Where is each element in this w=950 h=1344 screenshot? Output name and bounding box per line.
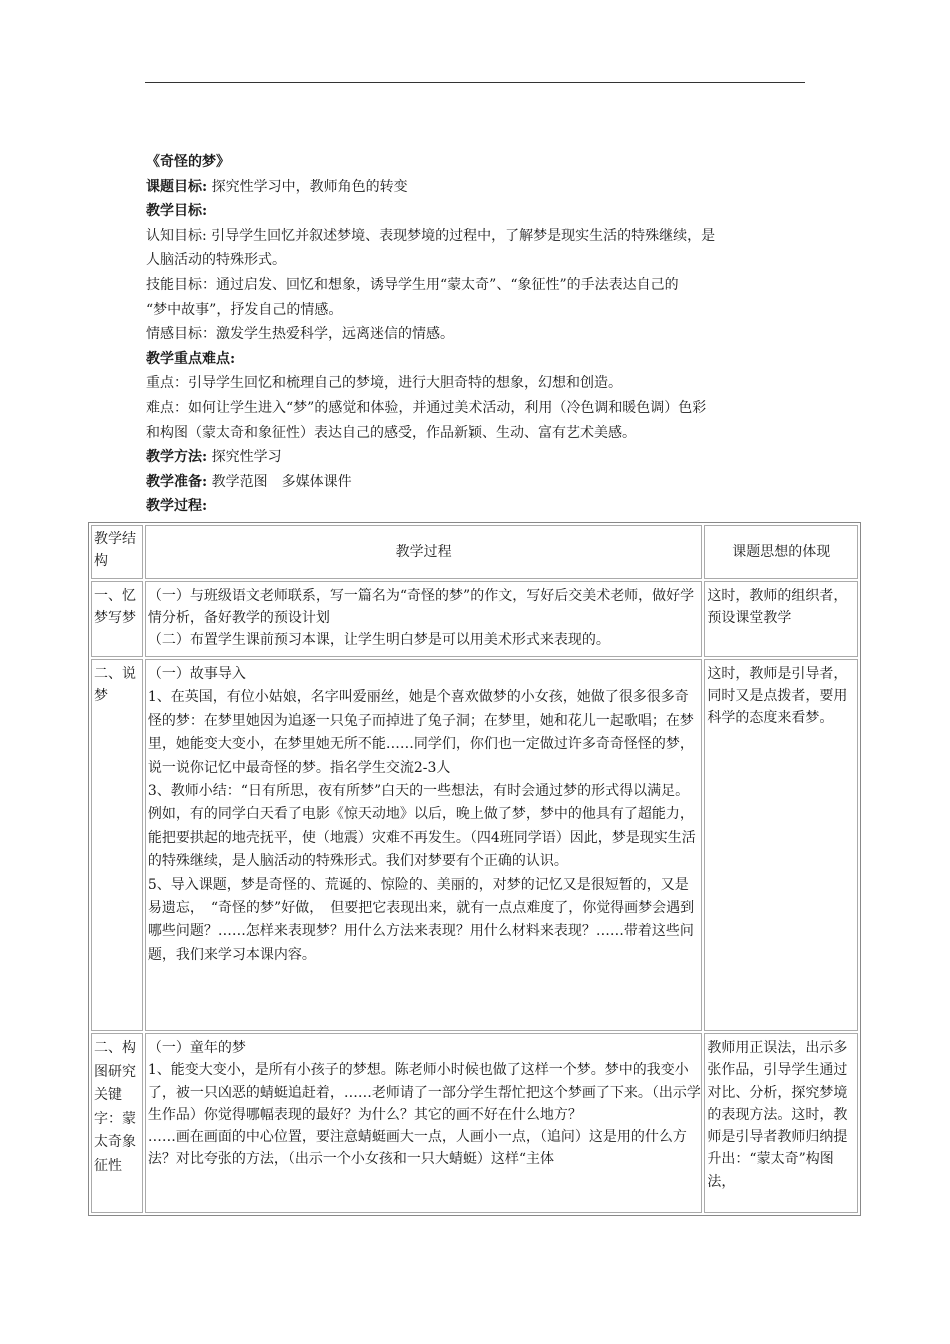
row-structure: 二、构图研究关键字：蒙太奇象征性 <box>91 1033 143 1213</box>
table-header-row <box>91 525 858 579</box>
header-rule <box>145 82 805 83</box>
keypoints-label: 教学重点难点: <box>146 350 236 367</box>
objective-line-3: 技能目标：通过启发、回忆和想象，诱导学生用“蒙太奇”、“象征性”的手法表达自己的 <box>146 276 679 293</box>
row-process <box>145 581 703 657</box>
process-paragraph: 1、能变大变小，是所有小孩子的梦想。陈老师小时候也做了这样一个梦。梦中的我变小了，被一只凶恶的蜻蜓追赶着，……老师请了一部分学生帮忙把这个梦画了下来。（出示学生作品）你觉得哪幅表现的最好？为什么？其它的画不好在什么地方？ <box>147 1062 701 1123</box>
keypoint-line-2: 难点：如何让学生进入“梦”的感觉和体验，并通过美术活动，利用（冷色调和暖色调）色彩 <box>146 399 707 416</box>
row-idea: 这时，教师是引导者，同时又是点拨者，要用科学的态度来看梦。 <box>704 659 858 1031</box>
goal-line <box>146 175 810 200</box>
row-idea: 这时，教师的组织者，预设课堂教学 <box>704 581 858 657</box>
objective-line-5: 情感目标：激发学生热爱科学，远离迷信的情感。 <box>146 326 454 343</box>
process-paragraph: （二）布置学生课前预习本课，让学生明白梦是可以用美术形式来表现的。 <box>147 632 610 648</box>
header-process: 教学过程 <box>145 525 703 579</box>
preparation-text: 教学范图 多媒体课件 <box>211 473 352 490</box>
row-process <box>145 659 703 1031</box>
process-paragraph: ……画在画面的中心位置，要注意蜻蜓画大一点，人画小一点，（追问）这是用的什么方法？对比夸张的方法，（出示一个小女孩和一只大蜻蜓）这样“主体 <box>147 1129 687 1168</box>
lesson-title: 《奇怪的梦》 <box>146 154 230 170</box>
table-row <box>91 1033 858 1213</box>
keypoint-line-1: 重点：引导学生回忆和梳理自己的梦境，进行大胆奇特的想象，幻想和创造。 <box>146 375 622 392</box>
process-paragraph: 1、在英国，有位小姑娘，名字叫爱丽丝，她是个喜欢做梦的小女孩，她做了很多很多奇怪的梦：在梦里她因为追逐一只兔子而掉进了兔子洞；在梦里，她和花儿一起歌唱；在梦里，她能变大变小，在梦里她无所不能……同学们，你们也一定做过许多奇奇怪怪的梦，说一说你记忆中最奇怪的梦。指名学生交流2-3人 <box>147 689 694 776</box>
row-structure: 一、忆梦写梦 <box>91 581 143 657</box>
row-structure: 二、说梦 <box>91 659 143 1031</box>
objectives-label: 教学目标: <box>146 203 208 220</box>
keypoint-line-3: 和构图（蒙太奇和象征性）表达自己的感受，作品新颖、生动、富有艺术美感。 <box>146 424 636 441</box>
header-idea: 课题思想的体现 <box>704 525 858 579</box>
process-label: 教学过程: <box>146 498 208 515</box>
objective-line-2: 人脑活动的特殊形式。 <box>146 252 286 269</box>
lesson-intro <box>146 150 810 519</box>
method-text: 探究性学习 <box>211 449 282 466</box>
process-paragraph: （一）童年的梦 <box>147 1040 246 1056</box>
header-structure: 教学结构 <box>91 525 143 579</box>
method-label: 教学方法: <box>146 449 208 466</box>
objective-line-4: “梦中故事”，抒发自己的情感。 <box>146 301 343 318</box>
goal-label: 课题目标: <box>146 178 208 195</box>
lesson-process-table <box>88 522 861 1216</box>
table-row <box>91 659 858 1031</box>
objective-line-1: 认知目标: 引导学生回忆并叙述梦境、表现梦境的过程中，了解梦是现实生活的特殊继续，是 <box>146 227 716 244</box>
row-process <box>145 1033 703 1213</box>
preparation-line <box>146 470 810 495</box>
process-paragraph: 3、教师小结：“日有所思，夜有所梦”白天的一些想法，有时会通过梦的形式得以满足。例如，有的同学白天看了电影《惊天动地》以后，晚上做了梦，梦中的他具有了超能力，能把要拱起的地壳抚平，使（地震）灾难不再发生。（四4班同学语）因此，梦是现实生活的特殊继续，是人脑活动的特殊形式。我们对梦要有个正确的认识。 <box>147 783 696 870</box>
table-row <box>91 581 858 657</box>
method-line <box>146 445 810 470</box>
goal-text: 探究性学习中，教师角色的转变 <box>211 178 408 195</box>
process-paragraph: （一）故事导入 <box>147 666 246 682</box>
preparation-label: 教学准备: <box>146 473 208 490</box>
process-paragraph: 5、导入课题，梦是奇怪的、荒诞的、惊险的、美丽的，对梦的记忆又是很短暂的，又是易遗忘， “奇怪的梦”好做， 但要把它表现出来，就有一点点难度了，你觉得画梦会遇到哪些问题？……怎样来表现梦？用什么方法来表现？用什么材料来表现？……带着这些问题，我们来学习本课内容。 <box>147 876 695 963</box>
process-paragraph: （一）与班级语文老师联系，写一篇名为“奇怪的梦”的作文，写好后交美术老师，做好学情分析，备好教学的预设计划 <box>147 588 695 626</box>
row-idea: 教师用正误法，出示多张作品，引导学生通过对比、分析，探究梦境的表现方法。这时，教师是引导者教师归纳提升出：“蒙太奇”构图法， <box>704 1033 858 1213</box>
